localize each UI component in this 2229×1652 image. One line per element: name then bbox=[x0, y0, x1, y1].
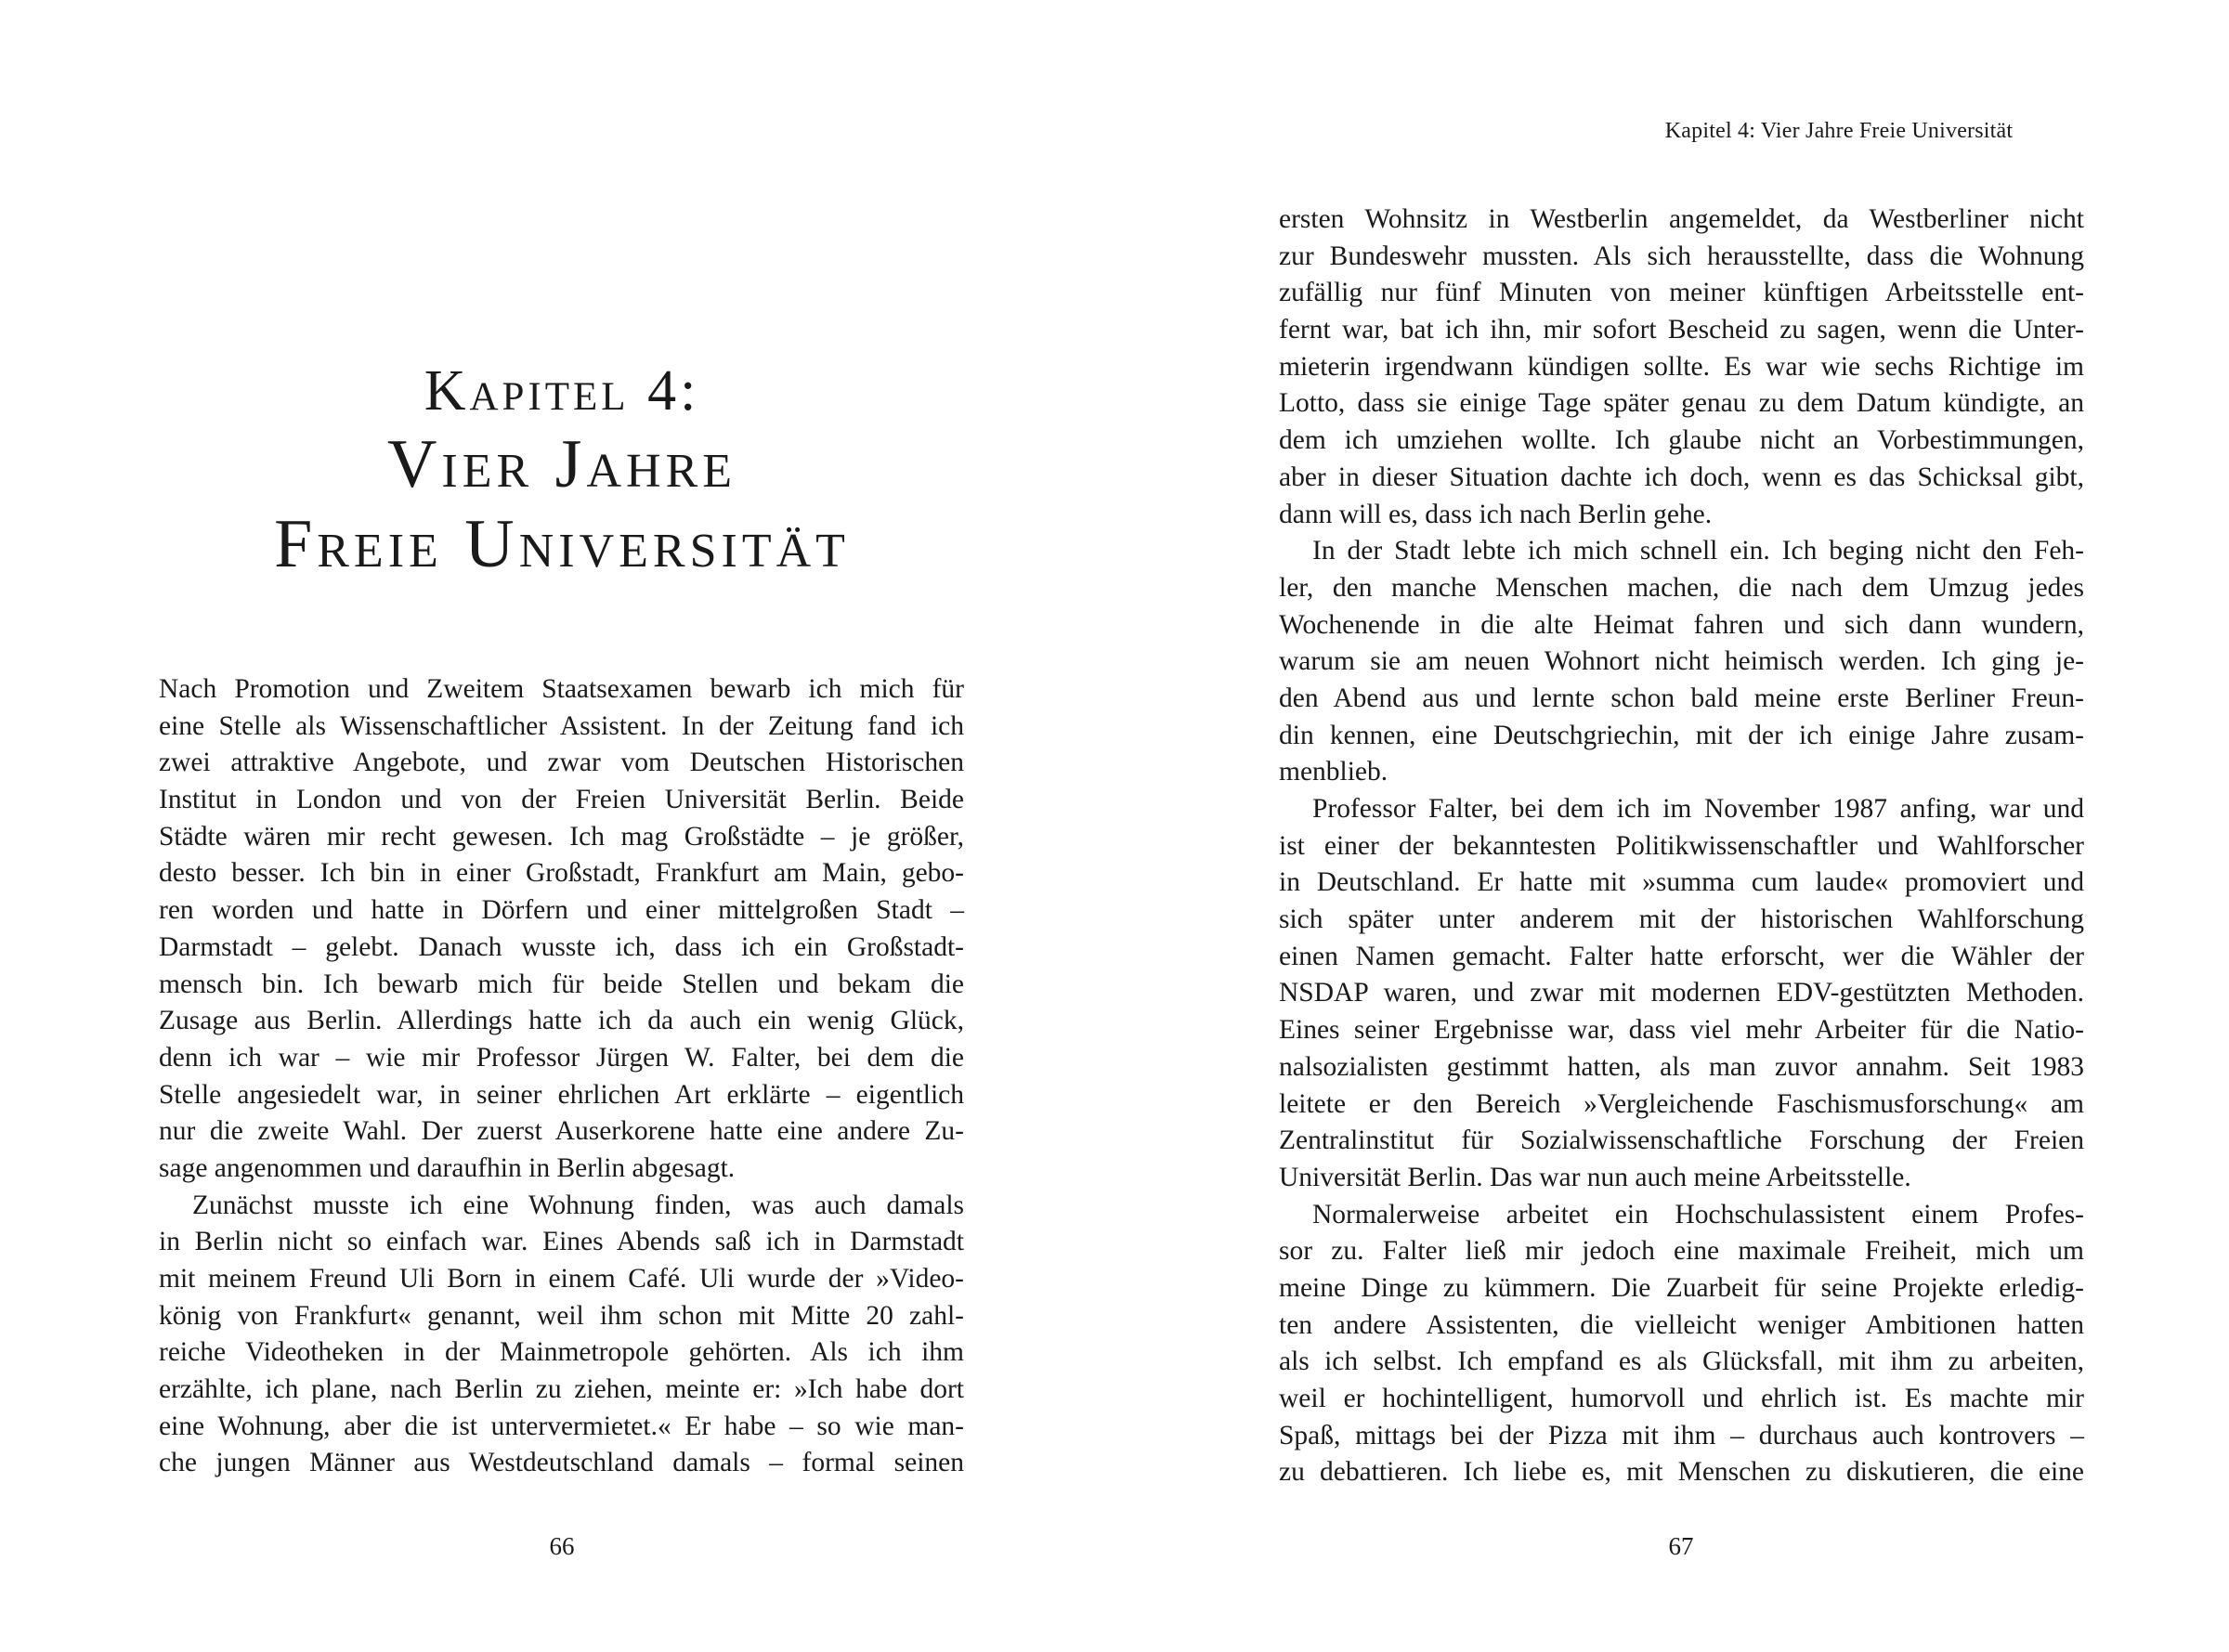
text-line: ren worden und hatte in Dörfern und einer mittelgroßen Stadt – bbox=[159, 895, 964, 926]
text-line: aber in dieser Situation dachte ich doch, wenn es das Schicksal gibt, bbox=[1279, 462, 2084, 492]
page-number: 66 bbox=[549, 1532, 575, 1560]
text-line: als ich selbst. Ich empfand es als Glücksfall, mit ihm zu arbeiten, bbox=[1279, 1346, 2084, 1377]
text-line: zufällig nur fünf Minuten von meiner künftigen Arbeitsstelle ent- bbox=[1279, 278, 2084, 308]
text-line: einen Namen gemacht. Falter hatte erforscht, wer die Wähler der bbox=[1279, 941, 2084, 971]
text-line: den Abend aus und lernte schon bald meine erste Berliner Freun- bbox=[1279, 683, 2084, 713]
text-line: sich später unter anderem mit der historischen Wahlforschung bbox=[1279, 904, 2084, 935]
text-line: NSDAP waren, und zwar mit modernen EDV-gestützten Methoden. bbox=[1279, 978, 2084, 1008]
text-line: din kennen, eine Deutschgriechin, mit der ich einige Jahre zusam- bbox=[1279, 720, 2084, 750]
chapter-title-line: Freie Universität bbox=[274, 506, 850, 582]
text-line: Wochenende in die alte Heimat fahren und sich dann wundern, bbox=[1279, 609, 2084, 640]
text-line: zwei attraktive Angebote, und zwar vom Deutschen Historischen bbox=[159, 748, 964, 778]
text-line: ist einer der bekanntesten Politikwissenschaftler und Wahlforscher bbox=[1279, 830, 2084, 861]
text-line: zur Bundeswehr mussten. Als sich herausstellte, dass die Wohnung bbox=[1279, 241, 2084, 271]
text-line: in Berlin nicht so einfach war. Eines Abends saß ich in Darmstadt bbox=[159, 1227, 964, 1257]
text-line: Zusage aus Berlin. Allerdings hatte ich da auch ein wenig Glück, bbox=[159, 1006, 964, 1036]
text-line: sage angenommen und daraufhin in Berlin abgesagt. bbox=[159, 1152, 736, 1183]
text-line: eine Wohnung, aber die ist untervermietet.« Er habe – so wie man- bbox=[159, 1411, 964, 1441]
text-line: Normalerweise arbeitet ein Hochschulassistent einem Profes- bbox=[1312, 1199, 2084, 1229]
text-line: Universität Berlin. Das war nun auch meine Arbeitsstelle. bbox=[1279, 1162, 1911, 1192]
page-number: 67 bbox=[1668, 1532, 1694, 1560]
text-line: Lotto, dass sie einige Tage später genau zu dem Datum kündigte, an bbox=[1279, 388, 2084, 419]
text-line: zu debattieren. Ich liebe es, mit Menschen zu diskutieren, die eine bbox=[1279, 1457, 2084, 1488]
text-line: erzählte, ich plane, nach Berlin zu ziehen, meinte er: »Ich habe dort bbox=[159, 1374, 964, 1405]
chapter-title bbox=[158, 358, 966, 584]
text-line: che jungen Männer aus Westdeutschland damals – formal seinen bbox=[159, 1448, 964, 1478]
text-line: in Deutschland. Er hatte mit »summa cum laude« promoviert und bbox=[1279, 867, 2084, 898]
text-line: ersten Wohnsitz in Westberlin angemeldet, da Westberliner nicht bbox=[1279, 204, 2084, 234]
text-line: meine Dinge zu kümmern. Die Zuarbeit für seine Projekte erledig- bbox=[1279, 1272, 2084, 1303]
text-line: menblieb. bbox=[1279, 757, 1388, 787]
paragraph bbox=[1279, 533, 2084, 791]
text-line: In der Stadt lebte ich mich schnell ein. Ich beging nicht den Feh- bbox=[1312, 536, 2084, 566]
text-line: leitete er den Bereich »Vergleichende Faschismusforschung« am bbox=[1279, 1088, 2084, 1119]
chapter-title-line: Vier Jahre bbox=[386, 426, 737, 502]
text-line: sor zu. Falter ließ mir jedoch eine maximale Freiheit, mich um bbox=[1279, 1236, 2084, 1267]
text-line: mit meinem Freund Uli Born in einem Café. Uli wurde der »Video- bbox=[159, 1264, 964, 1294]
text-line: Nach Promotion und Zweitem Staatsexamen bewarb ich mich für bbox=[159, 674, 964, 704]
text-line: mieterin irgendwann kündigen sollte. Es war wie sechs Richtige im bbox=[1279, 351, 2084, 382]
text-line: könig von Frankfurt« genannt, weil ihm schon mit Mitte 20 zahl- bbox=[159, 1300, 964, 1331]
paragraph bbox=[1279, 202, 2084, 533]
paragraph bbox=[1279, 1197, 2084, 1492]
text-line: Professor Falter, bei dem ich im November 1987 anfing, war und bbox=[1312, 794, 2084, 824]
text-line: Stelle angesiedelt war, in seiner ehrlichen Art erklärte – eigentlich bbox=[159, 1079, 964, 1110]
paragraph bbox=[159, 1188, 964, 1483]
text-line: warum sie am neuen Wohnort nicht heimisch werden. Ich ging je- bbox=[1279, 646, 2084, 677]
text-line: fernt war, bat ich ihn, mir sofort Bescheid zu sagen, wenn die Unter- bbox=[1279, 315, 2084, 345]
text-line: ten andere Assistenten, die vielleicht weniger Ambitionen hatten bbox=[1279, 1309, 2084, 1340]
right-page bbox=[1114, 0, 2229, 1652]
text-line: mensch bin. Ich bewarb mich für beide Stellen und bekam die bbox=[159, 969, 964, 999]
text-line: Städte wären mir recht gewesen. Ich mag Großstädte – je größer, bbox=[159, 821, 964, 852]
text-line: weil er hochintelligent, humorvoll und ehrlich ist. Es machte mir bbox=[1279, 1384, 2084, 1413]
text-line: reiche Videotheken in der Mainmetropole gehörten. Als ich ihm bbox=[159, 1337, 964, 1368]
text-line: dem ich umziehen wollte. Ich glaube nicht an Vorbestimmungen, bbox=[1279, 425, 2084, 456]
text-line: nur die zweite Wahl. Der zuerst Auserkorene hatte eine andere Zu- bbox=[159, 1116, 964, 1147]
text-line: dann will es, dass ich nach Berlin gehe. bbox=[1279, 499, 1713, 529]
text-line: Institut in London und von der Freien Universität Berlin. Beide bbox=[159, 785, 964, 815]
text-line: Spaß, mittags bei der Pizza mit ihm – durchaus auch kontrovers – bbox=[1279, 1420, 2084, 1450]
chapter-label: Kapitel 4: bbox=[424, 359, 700, 423]
paragraph bbox=[1279, 791, 2084, 1197]
left-page bbox=[0, 0, 1114, 1652]
text-line: Eines seiner Ergebnisse war, dass viel mehr Arbeiter für die Natio- bbox=[1279, 1015, 2084, 1046]
text-line: Zentralinstitut für Sozialwissenschaftliche Forschung der Freien bbox=[1279, 1125, 2084, 1156]
body-text bbox=[1279, 202, 2084, 1491]
text-line: Darmstadt – gelebt. Danach wusste ich, dass ich ein Großstadt- bbox=[159, 931, 964, 962]
text-line: nalsozialisten gestimmt hatten, als man zuvor annahm. Seit 1983 bbox=[1279, 1051, 2084, 1082]
paragraph bbox=[159, 671, 964, 1188]
running-head: Kapitel 4: Vier Jahre Freie Universität bbox=[1664, 119, 2014, 143]
text-line: ler, den manche Menschen machen, die nach dem Umzug jedes bbox=[1279, 572, 2084, 603]
body-text bbox=[159, 671, 964, 1482]
text-line: Zunächst musste ich eine Wohnung finden, was auch damals bbox=[192, 1190, 964, 1220]
text-line: denn ich war – wie mir Professor Jürgen W. Falter, bei dem die bbox=[159, 1042, 964, 1073]
text-line: desto besser. Ich bin in einer Großstadt, Frankfurt am Main, gebo- bbox=[159, 858, 964, 889]
text-line: eine Stelle als Wissenschaftlicher Assistent. In der Zeitung fand ich bbox=[159, 710, 964, 741]
